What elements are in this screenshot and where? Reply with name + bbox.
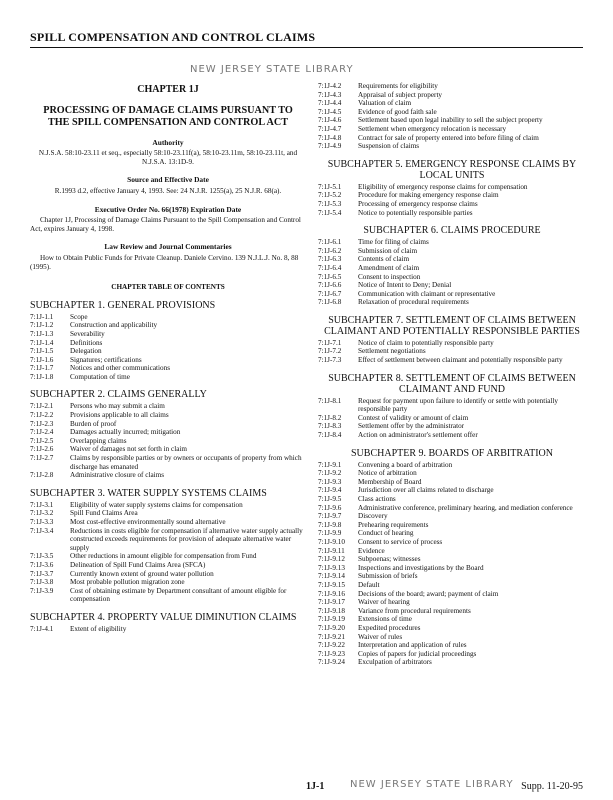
section-title: Subpoenas; witnesses — [358, 555, 421, 564]
chapter-title: PROCESSING OF DAMAGE CLAIMS PURSUANT TO THE SPILL COMPENSATION AND CONTROL ACT — [43, 104, 293, 128]
toc-entry — [318, 290, 586, 299]
section-title: Contract for sale of property entered into before filing of claim — [358, 133, 539, 142]
toc-entry — [30, 330, 306, 339]
toc-entry — [318, 191, 586, 200]
section-number: 7:1J-5.4 — [318, 208, 342, 217]
toc-entry — [318, 255, 586, 264]
toc-entry — [30, 527, 306, 553]
toc-entry — [30, 454, 306, 471]
section-title: Evidence of good faith sale — [358, 107, 437, 116]
toc-entry — [30, 552, 306, 561]
section-title: Requirements for eligibility — [358, 82, 438, 90]
toc-entry — [318, 495, 586, 504]
section-title: Spill Fund Claims Area — [70, 509, 138, 518]
section-title: Decisions of the board; award; payment of claim — [358, 589, 499, 598]
section-number: 7:1J-3.1 — [30, 500, 54, 509]
subchapter-heading: SUBCHAPTER 2. CLAIMS GENERALLY — [30, 389, 207, 401]
left-column — [30, 84, 306, 634]
section-number: 7:1J-9.22 — [318, 641, 345, 650]
section-number: 7:1J-8.4 — [318, 431, 342, 440]
section-title: Waiver of rules — [358, 632, 403, 641]
toc-entry — [318, 209, 586, 218]
toc-entry — [318, 125, 586, 134]
toc-entry — [318, 658, 586, 667]
section-number: 7:1J-4.1 — [30, 624, 54, 633]
section-title: Evidence — [358, 546, 385, 555]
toc-entry — [30, 509, 306, 518]
toc-entry — [30, 420, 306, 429]
section-title: Relaxation of procedural requirements — [358, 298, 469, 307]
section-title: Conduct of hearing — [358, 529, 414, 538]
section-title: Processing of emergency response claims — [358, 199, 478, 208]
section-title: Procedure for making emergency response claim — [358, 191, 499, 200]
toc-entry — [30, 321, 306, 330]
section-number: 7:1J-2.6 — [30, 445, 54, 454]
subchapter-heading: SUBCHAPTER 8. SETTLEMENT OF CLAIMS BETWEEN CLAIMANT AND FUND — [328, 372, 576, 395]
section-number: 7:1J-1.8 — [30, 372, 54, 381]
toc-entry — [318, 547, 586, 556]
section-number: 7:1J-9.24 — [318, 658, 345, 667]
section-number: 7:1J-9.12 — [318, 555, 345, 564]
section-title: Eligibility of emergency response claims for compensation — [358, 182, 528, 191]
section-title: Expedited procedures — [358, 623, 421, 632]
toc-entry — [318, 461, 586, 470]
source-text: R.1993 d.2, effective January 4, 1993. See: 24 N.J.R. 1255(a), 25 N.J.R. 68(a). — [54, 186, 282, 195]
section-title: Settlement offer by the administrator — [358, 422, 465, 431]
section-number: 7:1J-9.16 — [318, 589, 345, 598]
section-title: Submission of briefs — [358, 572, 418, 581]
toc-entry — [318, 339, 586, 348]
section-title: Other reductions in amount eligible for compensation from Fund — [70, 552, 257, 561]
toc-entry — [318, 564, 586, 573]
toc-entry — [318, 478, 586, 487]
toc-entry — [318, 82, 586, 91]
right-subchapter-list — [318, 159, 586, 667]
section-number: 7:1J-3.8 — [30, 578, 54, 587]
toc-entry — [318, 397, 586, 414]
section-number: 7:1J-3.7 — [30, 569, 54, 578]
section-number: 7:1J-1.6 — [30, 355, 54, 364]
section-number: 7:1J-9.14 — [318, 572, 345, 581]
section-number: 7:1J-3.9 — [30, 586, 54, 595]
section-title: Delineation of Spill Fund Claims Area (SFCA) — [70, 560, 206, 569]
section-number: 7:1J-1.3 — [30, 329, 54, 338]
subchapter-heading: SUBCHAPTER 6. CLAIMS PROCEDURE — [363, 225, 541, 237]
section-number: 7:1J-9.9 — [318, 529, 342, 538]
section-number: 7:1J-9.13 — [318, 563, 345, 572]
section-number: 7:1J-9.19 — [318, 615, 345, 624]
subchapter-heading: SUBCHAPTER 1. GENERAL PROVISIONS — [30, 299, 216, 311]
section-title: Suspension of claims — [358, 142, 420, 151]
toc-entry — [30, 471, 306, 480]
toc-entry — [318, 581, 586, 590]
authority-heading: Authority — [152, 137, 184, 147]
toc-entry — [318, 298, 586, 307]
law-review-heading: Law Review and Journal Commentaries — [104, 242, 232, 252]
toc-entry — [30, 411, 306, 420]
section-number: 7:1J-9.3 — [318, 477, 342, 486]
toc-entry — [30, 373, 306, 382]
right-column — [318, 82, 586, 667]
source-heading: Source and Effective Date — [127, 175, 209, 185]
section-number: 7:1J-2.3 — [30, 419, 54, 428]
subchapter-heading: SUBCHAPTER 9. BOARDS OF ARBITRATION — [351, 447, 553, 459]
section-title: Settlement when emergency relocation is necessary — [358, 124, 507, 133]
section-title: Extent of eligibility — [70, 624, 127, 633]
section-title: Provisions applicable to all claims — [70, 411, 169, 420]
section-number: 7:1J-9.20 — [318, 623, 345, 632]
section-number: 7:1J-6.1 — [318, 238, 342, 247]
section-number: 7:1J-9.8 — [318, 520, 342, 529]
section-title: Definitions — [70, 338, 103, 347]
toc-entry — [30, 518, 306, 527]
section-number: 7:1J-7.2 — [318, 347, 342, 356]
toc-entry — [30, 561, 306, 570]
toc-entry — [30, 578, 306, 587]
section-title: Interpretation and application of rules — [358, 641, 467, 650]
section-title: Appraisal of subject property — [358, 90, 443, 99]
section-number: 7:1J-1.2 — [30, 321, 54, 330]
toc-entry — [318, 183, 586, 192]
section-title: Administrative conference, preliminary hearing, and mediation conference — [358, 503, 573, 512]
section-number: 7:1J-1.4 — [30, 338, 54, 347]
section-number: 7:1J-9.15 — [318, 580, 345, 589]
section-title: Exculpation of arbitrators — [358, 658, 432, 667]
toc-entry — [318, 650, 586, 659]
section-number: 7:1J-9.10 — [318, 537, 345, 546]
section-title: Cost of obtaining estimate by Department consultant of amount eligible for compensation — [70, 586, 287, 604]
toc-entry — [30, 587, 306, 604]
section-title: Default — [358, 580, 380, 589]
toc-entry — [318, 142, 586, 151]
toc-entry — [318, 615, 586, 624]
section-number: 7:1J-6.4 — [318, 263, 342, 272]
section-title: Settlement based upon legal inability to sell the subject property — [358, 116, 543, 125]
page-number: 1J-1 — [306, 781, 325, 792]
section-title: Contest of validity or amount of claim — [358, 413, 469, 422]
toc-entry — [30, 445, 306, 454]
toc-entry — [318, 99, 586, 108]
section-title: Communication with claimant or representative — [358, 289, 496, 298]
section-number: 7:1J-1.1 — [30, 312, 54, 321]
section-title: Action on administrator's settlement offer — [358, 431, 478, 440]
authority-text: N.J.S.A. 58:10-23.11 et seq., especially 58:10-23.11f(a), 58:10-23.11m, 58:10-23.11t, and N.J.S.A. 13:1D-9. — [38, 149, 298, 166]
toc-entry — [318, 422, 586, 431]
section-title: Request for payment upon failure to identify or settle with potentially responsible party — [358, 396, 559, 414]
section-title: Valuation of claim — [358, 99, 412, 108]
toc-entry — [318, 134, 586, 143]
section-title: Scope — [70, 312, 88, 321]
section-number: 7:1J-2.1 — [30, 402, 54, 411]
section-number: 7:1J-3.2 — [30, 509, 54, 518]
section-number: 7:1J-8.1 — [318, 396, 342, 405]
section-number: 7:1J-8.3 — [318, 422, 342, 431]
section-number: 7:1J-2.5 — [30, 436, 54, 445]
library-stamp-bottom: NEW JERSEY STATE LIBRARY — [350, 779, 514, 790]
section-title: Most cost-effective environmentally sound alternative — [70, 518, 226, 526]
section-title: Burden of proof — [70, 419, 117, 428]
section-title: Waiver of hearing — [358, 598, 410, 607]
section-title: Inspections and investigations by the Board — [358, 563, 484, 572]
section-title: Damages actually incurred; mitigation — [70, 428, 181, 437]
executive-order-text: Chapter 1J, Processing of Damage Claims Pursuant to the Spill Compensation and Control Act, expires January 4, 1998. — [30, 216, 301, 233]
toc-entry — [30, 402, 306, 411]
toc-entry — [318, 238, 586, 247]
section-title: Notice of arbitration — [358, 469, 417, 478]
toc-entry — [318, 512, 586, 521]
supplement-date: Supp. 11-20-95 — [521, 781, 583, 792]
section-number: 7:1J-4.6 — [318, 116, 342, 125]
continued-entry-list — [318, 82, 586, 151]
toc-entry — [318, 572, 586, 581]
section-number: 7:1J-5.2 — [318, 191, 342, 200]
subchapter-heading: SUBCHAPTER 5. EMERGENCY RESPONSE CLAIMS BY LOCAL UNITS — [327, 158, 577, 181]
law-review-text: How to Obtain Public Funds for Private Cleanup. Daniele Cervino. 139 N.J.L.J. No. 8, 88 (1995). — [30, 253, 299, 271]
section-title: Consent to inspection — [358, 272, 421, 281]
section-title: Severability — [70, 329, 105, 338]
toc-entry — [30, 339, 306, 348]
section-number: 7:1J-9.2 — [318, 469, 342, 478]
toc-entry — [318, 504, 586, 513]
section-number: 7:1J-9.11 — [318, 546, 345, 555]
section-number: 7:1J-6.8 — [318, 298, 342, 307]
section-number: 7:1J-9.4 — [318, 486, 342, 495]
section-number: 7:1J-9.17 — [318, 598, 345, 607]
section-title: Effect of settlement between claimant and potentially responsible party — [358, 356, 563, 365]
section-title: Contents of claim — [358, 255, 410, 264]
section-title: Jurisdiction over all claims related to discharge — [358, 486, 494, 495]
toc-entry — [318, 281, 586, 290]
section-title: Time for filing of claims — [358, 238, 429, 247]
toc-entry — [318, 264, 586, 273]
section-title: Persons who may submit a claim — [70, 402, 165, 411]
section-title: Overlapping claims — [70, 436, 127, 445]
section-number: 7:1J-4.8 — [318, 133, 342, 142]
section-number: 7:1J-4.4 — [318, 99, 342, 108]
toc-entry — [318, 116, 586, 125]
subchapter-heading: SUBCHAPTER 7. SETTLEMENT OF CLAIMS BETWEEN CLAIMANT AND POTENTIALLY RESPONSIBLE PARTIES — [324, 314, 580, 337]
section-title: Consent to service of process — [358, 537, 443, 546]
section-number: 7:1J-9.5 — [318, 495, 342, 503]
toc-entry — [318, 521, 586, 530]
toc-entry — [30, 364, 306, 373]
section-number: 7:1J-9.23 — [318, 649, 345, 658]
section-number: 7:1J-2.4 — [30, 428, 54, 437]
toc-entry — [30, 437, 306, 446]
section-number: 7:1J-7.1 — [318, 338, 342, 347]
section-title: Signatures; certifications — [70, 355, 142, 364]
section-title: Notice of Intent to Deny; Denial — [358, 281, 452, 290]
section-title: Notice to potentially responsible parties — [358, 208, 473, 217]
toc-entry — [318, 529, 586, 538]
subchapter-heading: SUBCHAPTER 4. PROPERTY VALUE DIMINUTION CLAIMS — [30, 611, 297, 623]
section-title: Administrative closure of claims — [70, 471, 165, 480]
left-subchapter-list — [30, 300, 306, 634]
section-number: 7:1J-9.6 — [318, 503, 342, 512]
section-number: 7:1J-2.8 — [30, 471, 54, 480]
toc-entry — [318, 273, 586, 282]
toc-entry — [318, 200, 586, 209]
toc-entry — [318, 414, 586, 423]
section-title: Eligibility of water supply systems claims for compensation — [70, 500, 243, 509]
section-number: 7:1J-4.3 — [318, 90, 342, 99]
section-number: 7:1J-2.7 — [30, 454, 54, 463]
section-number: 7:1J-2.2 — [30, 411, 54, 420]
toc-entry — [318, 633, 586, 642]
section-title: Claims by responsible parties or by owners or occupants of property from which discharge has emanated — [70, 454, 302, 471]
toc-entry — [318, 590, 586, 599]
section-number: 7:1J-1.5 — [30, 347, 54, 356]
library-stamp: NEW JERSEY STATE LIBRARY — [190, 64, 354, 75]
section-number: 7:1J-8.2 — [318, 413, 342, 422]
section-number: 7:1J-5.3 — [318, 199, 342, 208]
section-title: Waiver of damages not set forth in claim — [70, 445, 187, 454]
section-title: Prehearing requirements — [358, 520, 429, 529]
header-rule — [30, 47, 583, 48]
section-title: Class actions — [358, 495, 396, 503]
toc-entry — [30, 570, 306, 579]
section-number: 7:1J-9.21 — [318, 632, 345, 641]
section-title: Copies of papers for judicial proceedings — [358, 649, 477, 658]
section-number: 7:1J-4.7 — [318, 124, 342, 133]
section-number: 7:1J-6.2 — [318, 246, 342, 255]
section-number: 7:1J-4.2 — [318, 82, 342, 90]
toc-entry — [318, 598, 586, 607]
toc-entry — [30, 313, 306, 322]
toc-entry — [318, 347, 586, 356]
toc-entry — [318, 641, 586, 650]
section-number: 7:1J-6.6 — [318, 281, 342, 290]
section-number: 7:1J-4.5 — [318, 107, 342, 116]
section-title: Amendment of claim — [358, 263, 420, 272]
section-number: 7:1J-3.4 — [30, 526, 54, 535]
section-number: 7:1J-7.3 — [318, 356, 342, 365]
section-number: 7:1J-9.7 — [318, 512, 342, 521]
toc-entry — [318, 431, 586, 440]
toc-entry — [318, 624, 586, 633]
section-number: 7:1J-3.5 — [30, 552, 54, 561]
section-title: Variance from procedural requirements — [358, 606, 471, 615]
running-header: SPILL COMPENSATION AND CONTROL CLAIMS — [30, 30, 316, 44]
section-title: Submission of claim — [358, 246, 418, 255]
section-number: 7:1J-9.18 — [318, 606, 345, 615]
section-number: 7:1J-5.1 — [318, 182, 342, 191]
toc-entry — [318, 108, 586, 117]
section-number: 7:1J-6.7 — [318, 289, 342, 298]
section-title: Discovery — [358, 512, 388, 521]
section-title: Delegation — [70, 347, 102, 356]
toc-entry — [30, 347, 306, 356]
section-number: 7:1J-6.5 — [318, 272, 342, 281]
toc-entry — [318, 607, 586, 616]
section-title: Extensions of time — [358, 615, 412, 624]
toc-entry — [30, 625, 306, 634]
toc-entry — [318, 356, 586, 365]
section-title: Convening a board of arbitration — [358, 460, 453, 469]
section-title: Membership of Board — [358, 477, 422, 486]
section-title: Reductions in costs eligible for compensation if alternative water supply actually constructed exceeds requirements for provision of adequate alternative water supply — [70, 526, 303, 552]
toc-entry — [318, 555, 586, 564]
toc-title: CHAPTER TABLE OF CONTENTS — [111, 283, 225, 292]
section-title: Notices and other communications — [70, 364, 171, 373]
section-title: Notice of claim to potentially responsible party — [358, 338, 494, 347]
toc-entry — [30, 501, 306, 510]
section-number: 7:1J-1.7 — [30, 364, 54, 373]
section-number: 7:1J-3.3 — [30, 518, 54, 526]
section-number: 7:1J-3.6 — [30, 560, 54, 569]
toc-entry — [30, 428, 306, 437]
section-title: Currently known extent of ground water pollution — [70, 569, 214, 578]
subchapter-heading: SUBCHAPTER 3. WATER SUPPLY SYSTEMS CLAIMS — [30, 487, 267, 499]
toc-entry — [318, 469, 586, 478]
chapter-number: CHAPTER 1J — [137, 84, 199, 95]
section-title: Computation of time — [70, 372, 130, 381]
section-title: Most probable pollution migration zone — [70, 578, 185, 587]
section-number: 7:1J-6.3 — [318, 255, 342, 264]
section-number: 7:1J-9.1 — [318, 460, 342, 469]
section-title: Settlement negotiations — [358, 347, 426, 356]
executive-order-heading: Executive Order No. 66(1978) Expiration Date — [94, 204, 242, 214]
toc-entry — [318, 538, 586, 547]
section-title: Construction and applicability — [70, 321, 158, 330]
toc-entry — [318, 247, 586, 256]
toc-entry — [318, 91, 586, 100]
toc-entry — [30, 356, 306, 365]
toc-entry — [318, 486, 586, 495]
section-number: 7:1J-4.9 — [318, 142, 342, 151]
